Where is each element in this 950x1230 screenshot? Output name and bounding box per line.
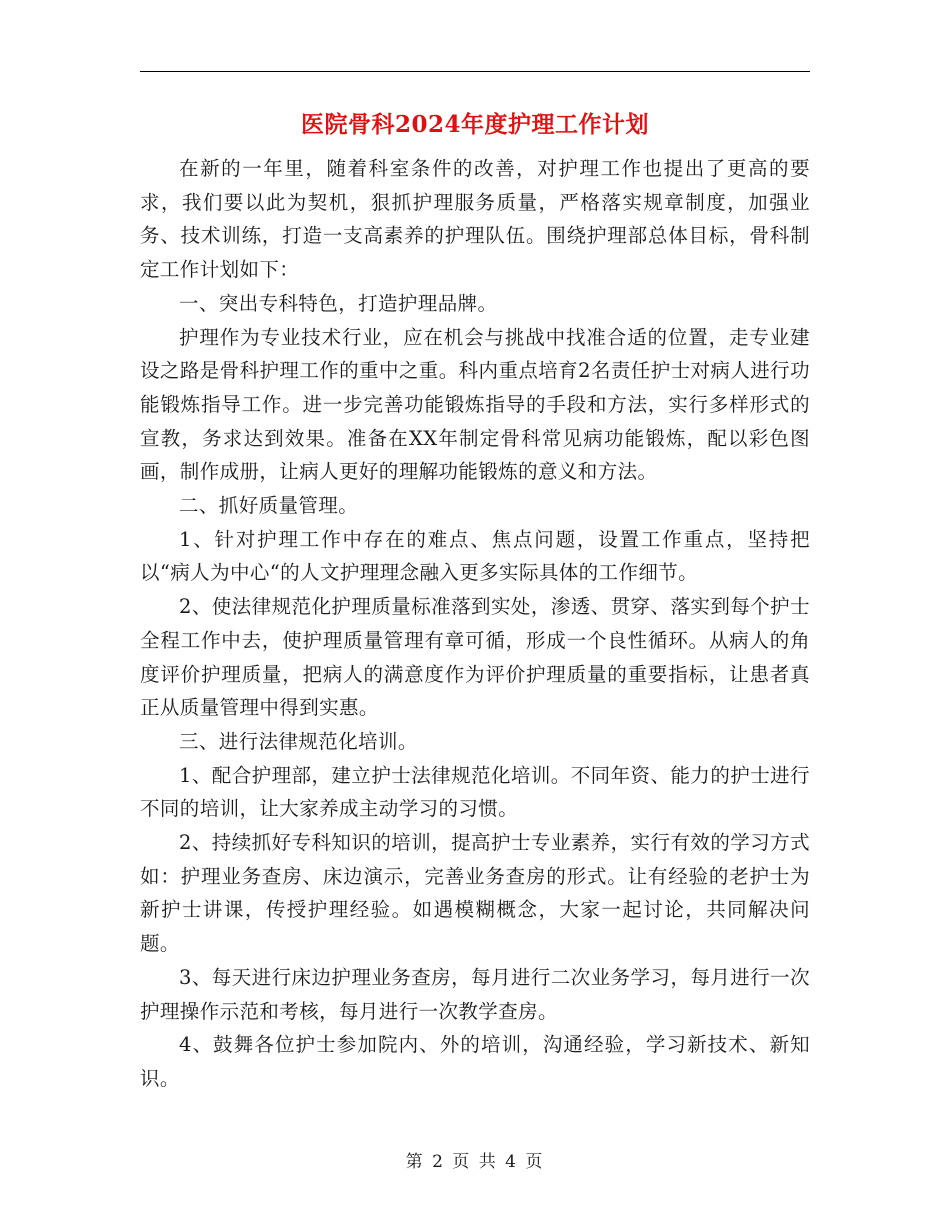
paragraph-item: 2、持续抓好专科知识的培训，提高护士专业素养，实行有效的学习方式如：护理业务查房、床边演示，完善业务查房的形式。让有经验的老护士为新护士讲课，传授护理经验。如遇模糊概念，大家一起讨论，共同解决问题。 <box>140 831 810 956</box>
section-heading-3: 三、进行法律规范化培训。 <box>179 729 418 753</box>
document-title: 医院骨科2024年度护理工作计划 <box>300 111 649 138</box>
section-heading-1: 一、突出专科特色，打造护理品牌。 <box>179 291 498 315</box>
paragraph-item: 1、针对护理工作中存在的难点、焦点问题，设置工作重点，坚持把以“病人为中心“的人文护理理念融入更多实际具体的工作细节。 <box>140 527 810 585</box>
paragraph-item: 3、每天进行床边护理业务查房，每月进行二次业务学习，每月进行一次护理操作示范和考核，每月进行一次教学查房。 <box>140 965 810 1023</box>
section-heading-2: 二、抓好质量管理。 <box>179 494 359 518</box>
paragraph-intro: 在新的一年里，随着科室条件的改善，对护理工作也提出了更高的要求，我们要以此为契机，狠抓护理服务质量，严格落实规章制度，加强业务、技术训练，打造一支高素养的护理队伍。围绕护理部总体目标，骨科制定工作计划如下： <box>140 157 810 282</box>
page-footer: 第 2 页 共 4 页 <box>405 1152 545 1172</box>
header-rule <box>140 71 810 72</box>
document-body <box>140 152 810 1096</box>
paragraph-section-1: 护理作为专业技术行业，应在机会与挑战中找准合适的位置，走专业建设之路是骨科护理工作的重中之重。科内重点培育2名责任护士对病人进行功能锻炼指导工作。进一步完善功能锻炼指导的手段和方法，实行多样形式的宣教，务求达到效果。准备在XX年制定骨科常见病功能锻炼，配以彩色图画，制作成册，让病人更好的理解功能锻炼的意义和方法。 <box>140 325 810 484</box>
paragraph-item: 2、使法律规范化护理质量标准落到实处，渗透、贯穿、落实到每个护士全程工作中去，使护理质量管理有章可循，形成一个良性循环。从病人的角度评价护理质量，把病人的满意度作为评价护理质量的重要指标，让患者真正从质量管理中得到实惠。 <box>140 595 810 720</box>
paragraph-item: 1、配合护理部，建立护士法律规范化培训。不同年资、能力的护士进行不同的培训，让大家养成主动学习的习惯。 <box>140 763 810 821</box>
paragraph-item: 4、鼓舞各位护士参加院内、外的培训，沟通经验，学习新技术、新知识。 <box>140 1033 810 1090</box>
